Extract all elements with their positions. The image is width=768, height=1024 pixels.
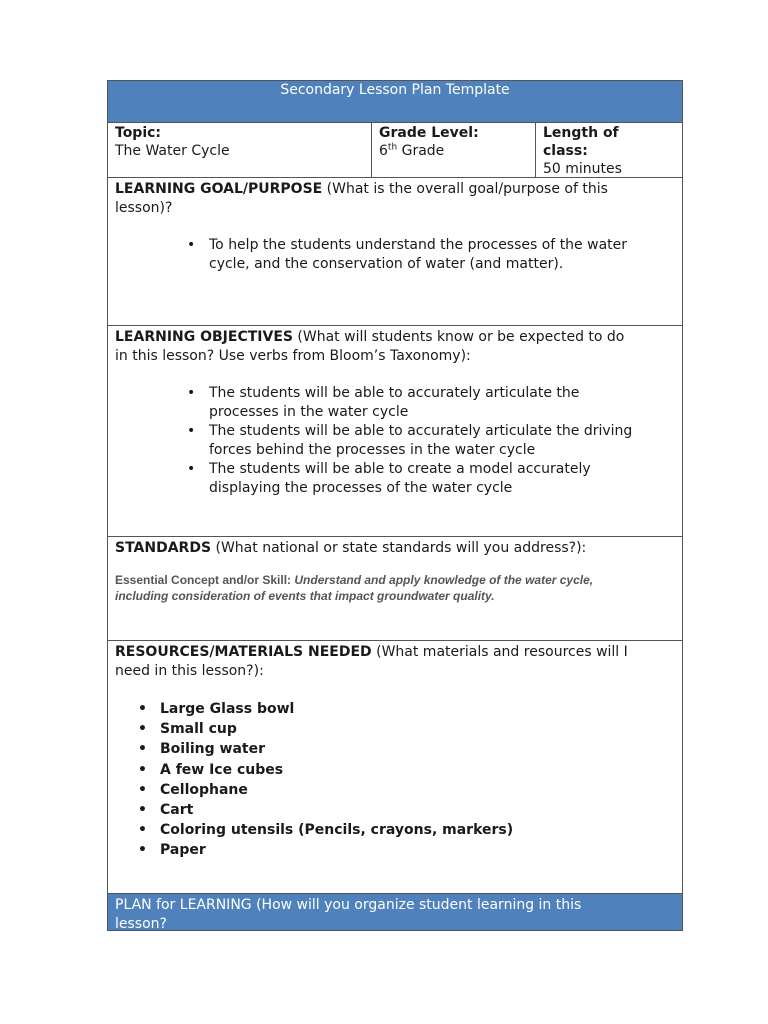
length-label: Length of class: bbox=[543, 125, 619, 159]
grade-cell bbox=[372, 123, 536, 177]
list-item: • Cart bbox=[138, 802, 194, 819]
topic-cell bbox=[108, 123, 372, 177]
materials-list bbox=[115, 699, 675, 861]
title-row bbox=[108, 81, 682, 122]
standards-heading: STANDARDS (What national or state standards will you address?): bbox=[115, 540, 587, 556]
list-item: • Boiling water bbox=[138, 741, 266, 758]
list-item: • Large Glass bowl bbox=[138, 701, 295, 717]
learning-objectives-heading: LEARNING OBJECTIVES (What will students know or be expected to do in this lesson? Use verbs from Bloom’s Taxonomy): bbox=[115, 329, 625, 364]
grade-value: 6th Grade bbox=[379, 142, 445, 159]
topic-value: The Water Cycle bbox=[115, 143, 230, 159]
list-item: • The students will be able to accurately articulate the driving forces behind the processes in the water cycle bbox=[187, 423, 633, 458]
document-title: Secondary Lesson Plan Template bbox=[280, 82, 510, 98]
topic-label: Topic: bbox=[115, 125, 162, 141]
list-item: • The students will be able to create a model accurately displaying the processes of the water cycle bbox=[187, 461, 591, 496]
standards-section bbox=[108, 536, 682, 640]
list-item: • To help the students understand the processes of the water cycle, and the conservation of water (and matter). bbox=[187, 237, 628, 272]
learning-goal-section bbox=[108, 177, 682, 325]
learning-goal-heading: LEARNING GOAL/PURPOSE (What is the overall goal/purpose of this lesson)? bbox=[115, 181, 608, 216]
length-value: 50 minutes bbox=[543, 161, 622, 177]
list-item: • Cellophane bbox=[138, 781, 248, 798]
learning-objectives-list bbox=[115, 384, 675, 498]
list-item: • Paper bbox=[138, 842, 206, 859]
resources-heading: RESOURCES/MATERIALS NEEDED (What materials and resources will I need in this lesson?): bbox=[115, 644, 628, 679]
grade-label: Grade Level: bbox=[379, 125, 479, 141]
learning-goal-list bbox=[115, 236, 675, 274]
plan-for-learning-heading: PLAN for LEARNING (How will you organize student learning in this lesson? bbox=[115, 897, 582, 932]
resources-section bbox=[108, 640, 682, 893]
list-item: • Small cup bbox=[138, 721, 237, 738]
list-item: • The students will be able to accurately articulate the processes in the water cycle bbox=[187, 385, 580, 420]
plan-for-learning-section bbox=[108, 893, 682, 930]
list-item: • Coloring utensils (Pencils, crayons, markers) bbox=[138, 822, 514, 839]
learning-objectives-section bbox=[108, 325, 682, 536]
length-cell bbox=[536, 123, 682, 177]
topic-row bbox=[108, 122, 682, 177]
lesson-plan-table bbox=[107, 80, 683, 931]
standards-detail: Essential Concept and/or Skill: Understand and apply knowledge of the water cycle, including consideration of events that impact groundwater quality. bbox=[115, 573, 594, 603]
list-item: • A few Ice cubes bbox=[138, 761, 284, 778]
